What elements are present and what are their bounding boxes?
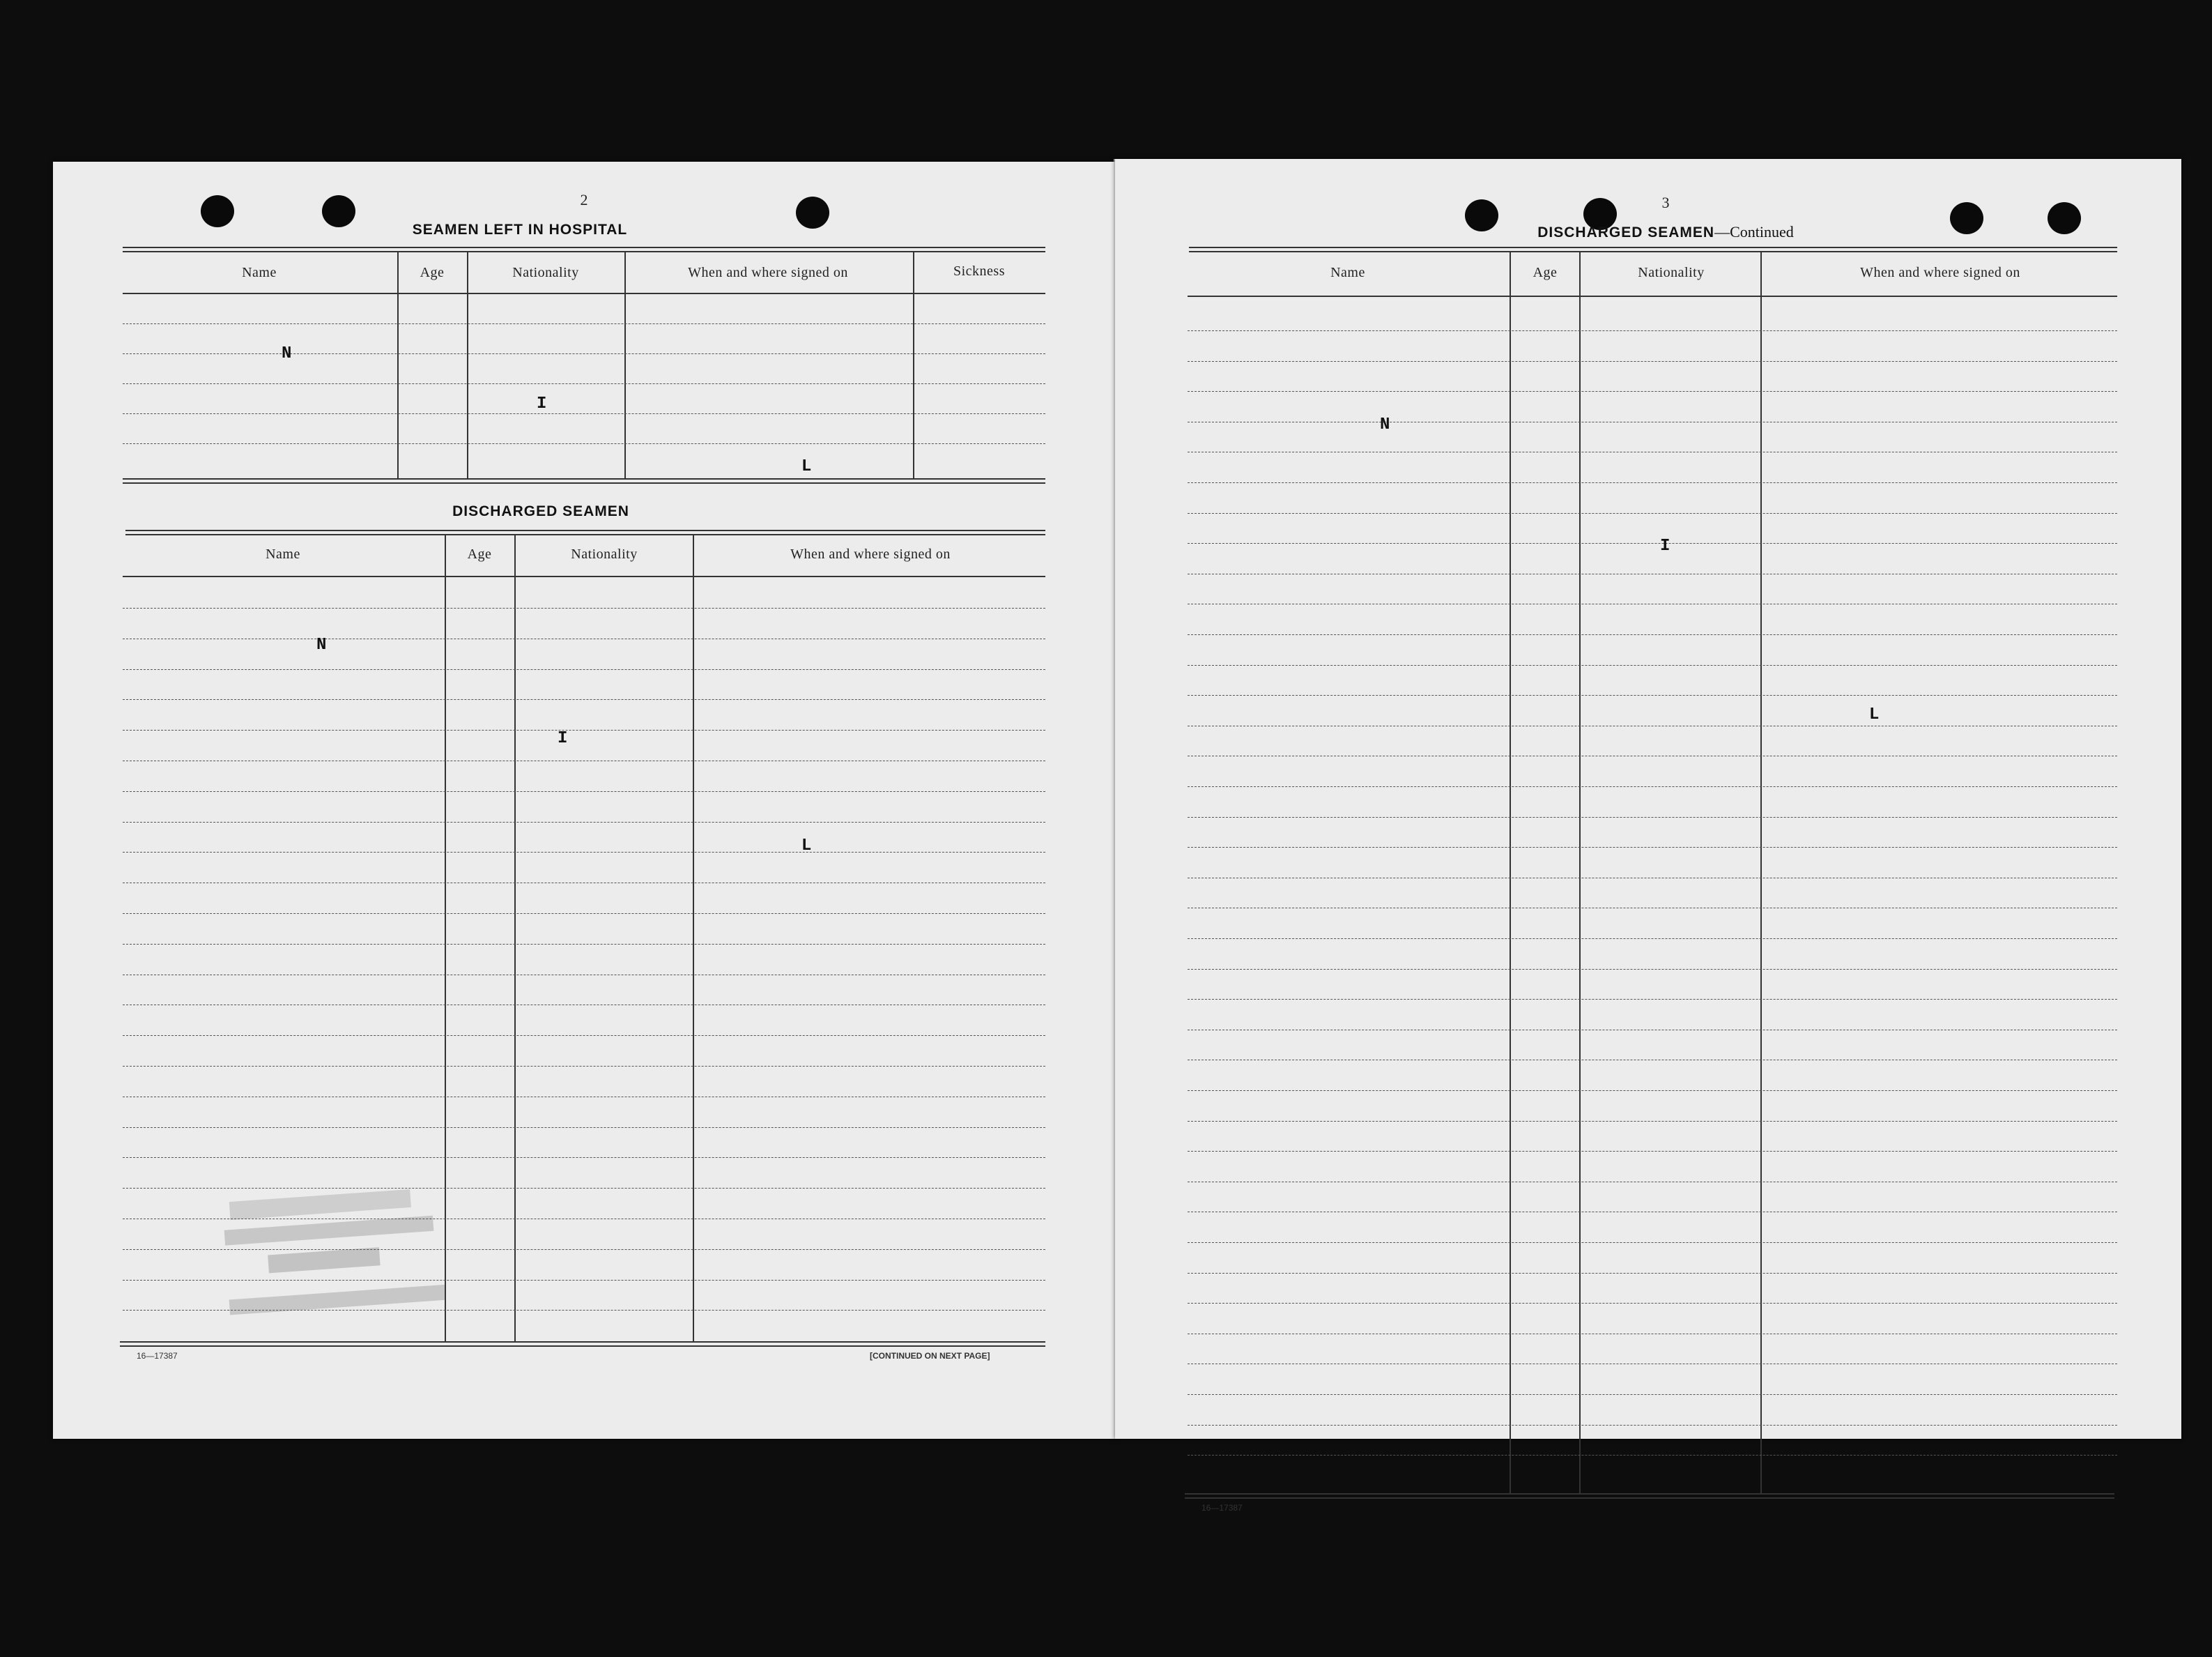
ruled-line bbox=[1188, 513, 2117, 514]
section-rule bbox=[1189, 247, 2117, 252]
col-divider bbox=[445, 534, 446, 1341]
col-signed-on: When and where signed on bbox=[688, 265, 848, 280]
discharged-section-title: DISCHARGED SEAMEN bbox=[452, 503, 629, 519]
col-nationality: Nationality bbox=[512, 265, 579, 280]
ruled-line bbox=[1188, 391, 2117, 392]
col-divider bbox=[1760, 251, 1762, 1493]
form-number: 16—17387 bbox=[137, 1351, 178, 1361]
annotation-mark: I bbox=[558, 729, 568, 748]
col-age: Age bbox=[1533, 265, 1558, 280]
ruled-line bbox=[1188, 1090, 2117, 1091]
ruled-line bbox=[123, 944, 1045, 945]
header-rule bbox=[123, 576, 1045, 577]
col-nationality: Nationality bbox=[1638, 265, 1705, 280]
ruled-line bbox=[1188, 847, 2117, 848]
title-main: DISCHARGED SEAMEN bbox=[1537, 224, 1715, 240]
col-divider bbox=[913, 251, 914, 478]
right-page bbox=[1115, 159, 2181, 1513]
ruled-line bbox=[1188, 330, 2117, 331]
ruled-line bbox=[123, 353, 1045, 354]
ruled-line bbox=[123, 1066, 1045, 1067]
ruled-line bbox=[123, 1310, 1045, 1311]
section-rule bbox=[1185, 1493, 2114, 1499]
col-divider bbox=[467, 251, 468, 478]
col-signed-on: When and where signed on bbox=[1860, 265, 2020, 280]
title-continued: —Continued bbox=[1714, 223, 1794, 240]
ruled-line bbox=[1188, 1425, 2117, 1426]
ruled-line bbox=[1188, 1151, 2117, 1152]
section-rule bbox=[123, 247, 1045, 252]
punch-hole bbox=[2048, 202, 2081, 234]
annotation-mark: N bbox=[1380, 415, 1390, 434]
annotation-mark: I bbox=[537, 395, 547, 413]
annotation-mark: N bbox=[316, 636, 327, 655]
left-page bbox=[53, 162, 1115, 1439]
ruled-line bbox=[1188, 695, 2117, 696]
ruled-line bbox=[123, 383, 1045, 384]
annotation-mark: I bbox=[1660, 537, 1670, 556]
ruled-line bbox=[1188, 1303, 2117, 1304]
punch-hole bbox=[201, 195, 234, 227]
col-nationality: Nationality bbox=[571, 547, 638, 562]
ruled-line bbox=[123, 323, 1045, 324]
ruled-line bbox=[1188, 1394, 2117, 1395]
ruled-line bbox=[123, 822, 1045, 823]
col-sickness: Sickness bbox=[953, 264, 1005, 279]
discharged-continued-title bbox=[1491, 223, 1840, 241]
ruled-line bbox=[1188, 665, 2117, 666]
ruled-line bbox=[123, 1249, 1045, 1250]
ruled-line bbox=[1188, 1242, 2117, 1243]
ruled-line bbox=[123, 669, 1045, 670]
annotation-mark: N bbox=[282, 344, 292, 363]
ruled-line bbox=[123, 1035, 1045, 1036]
section-rule bbox=[123, 478, 1045, 484]
ruled-line bbox=[1188, 999, 2117, 1000]
annotation-mark: L bbox=[801, 457, 812, 476]
ruled-line bbox=[123, 1280, 1045, 1281]
ruled-line bbox=[123, 913, 1045, 914]
section-rule bbox=[125, 530, 1045, 535]
ruled-line bbox=[123, 1127, 1045, 1128]
ruled-line bbox=[123, 791, 1045, 792]
ruled-line bbox=[123, 730, 1045, 731]
ruled-line bbox=[123, 852, 1045, 853]
col-divider bbox=[1510, 251, 1511, 1493]
col-name: Name bbox=[1330, 265, 1365, 280]
col-divider bbox=[1579, 251, 1581, 1493]
ruled-line bbox=[123, 699, 1045, 700]
ruled-line bbox=[123, 1157, 1045, 1158]
header-rule bbox=[123, 293, 1045, 294]
continued-note: [CONTINUED ON NEXT PAGE] bbox=[870, 1351, 990, 1361]
punch-hole bbox=[796, 197, 829, 229]
ruled-line bbox=[1188, 1455, 2117, 1456]
annotation-mark: L bbox=[801, 837, 812, 855]
ruled-line bbox=[123, 443, 1045, 444]
ruled-line bbox=[1188, 543, 2117, 544]
ruled-line bbox=[1188, 482, 2117, 483]
page-number: 2 bbox=[580, 191, 588, 208]
ruled-line bbox=[123, 413, 1045, 414]
ruled-line bbox=[123, 1188, 1045, 1189]
ruled-line bbox=[123, 608, 1045, 609]
col-signed-on: When and where signed on bbox=[790, 547, 951, 562]
col-divider bbox=[397, 251, 399, 478]
ruled-line bbox=[1188, 1121, 2117, 1122]
form-number: 16—17387 bbox=[1201, 1503, 1243, 1513]
ruled-line bbox=[1188, 938, 2117, 939]
col-name: Name bbox=[242, 265, 277, 280]
hospital-section-title: SEAMEN LEFT IN HOSPITAL bbox=[412, 222, 628, 238]
ruled-line bbox=[1188, 817, 2117, 818]
col-name: Name bbox=[266, 547, 300, 562]
ruled-line bbox=[1188, 786, 2117, 787]
ruled-line bbox=[1188, 361, 2117, 362]
col-age: Age bbox=[420, 265, 445, 280]
punch-hole bbox=[1950, 202, 1983, 234]
col-divider bbox=[624, 251, 626, 478]
section-rule bbox=[120, 1341, 1045, 1347]
ruled-line bbox=[1188, 1273, 2117, 1274]
page-number: 3 bbox=[1661, 194, 1670, 211]
ruled-line bbox=[1188, 969, 2117, 970]
header-rule bbox=[1188, 296, 2117, 297]
col-divider bbox=[693, 534, 694, 1341]
ruled-line bbox=[1188, 634, 2117, 635]
col-age: Age bbox=[467, 547, 492, 562]
col-divider bbox=[514, 534, 516, 1341]
annotation-mark: L bbox=[1869, 705, 1880, 724]
